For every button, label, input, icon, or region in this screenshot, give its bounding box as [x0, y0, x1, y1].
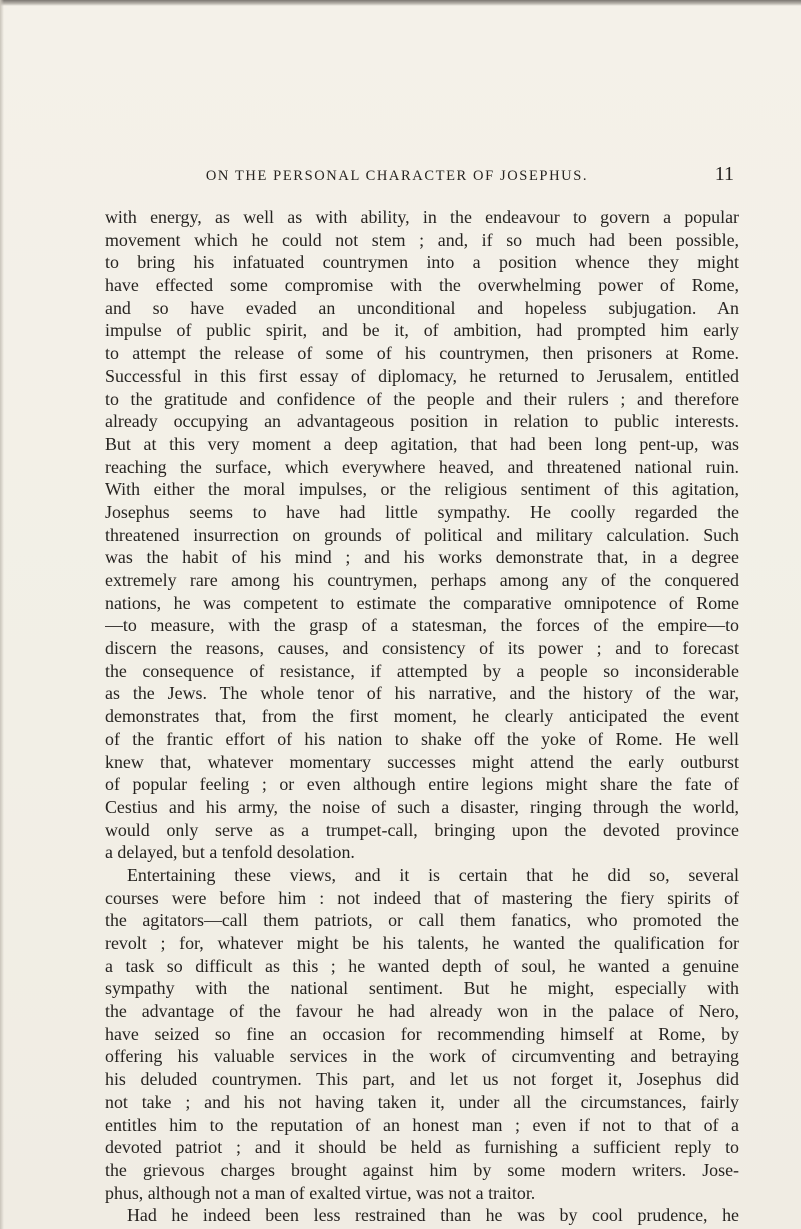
text-line: devoted patriot ; and it should be held as furnishing a sufficient reply to — [105, 1137, 739, 1158]
text-line: With either the moral impulses, or the religious sentiment of this agitation, — [105, 479, 739, 500]
text-line: the advantage of the favour he had already won in the palace of Nero, — [105, 1001, 739, 1022]
text-line: have seized so fine an occasion for recommending himself at Rome, by — [105, 1023, 739, 1044]
text-line: a task so difficult as this ; he wanted depth of soul, he wanted a genuine — [105, 955, 739, 976]
text-line: was the habit of his mind ; and his works demonstrate that, in a degree — [105, 547, 739, 568]
paragraph-start-line: Had he indeed been less restrained than he was by cool prudence, he — [127, 1205, 739, 1226]
running-title: ON THE PERSONAL CHARACTER OF JOSEPHUS. — [205, 168, 589, 184]
text-line: offering his valuable services in the work of circumventing and betraying — [105, 1046, 739, 1067]
text-line: movement which he could not stem ; and, if so much had been possible, — [105, 229, 739, 250]
text-line: knew that, whatever momentary successes might attend the early outburst — [105, 751, 739, 772]
text-line: the grievous charges brought against him by some modern writers. Jose- — [105, 1159, 739, 1180]
text-line: sympathy with the national sentiment. But he might, especially with — [105, 978, 739, 999]
text-line: to the gratitude and confidence of the people and their rulers ; and therefore — [105, 388, 739, 409]
text-line: of popular feeling ; or even although entire legions might share the fate of — [105, 774, 739, 795]
text-line: not take ; and his not having taken it, under all the circumstances, fairly — [105, 1091, 739, 1112]
text-line: revolt ; for, whatever might be his talents, he wanted the qualification for — [105, 933, 739, 953]
text-line: But at this very moment a deep agitation, that had been long pent-up, was — [105, 433, 739, 454]
text-line: impulse of public spirit, and be it, of ambition, had prompted him early — [105, 320, 739, 341]
text-line: have effected some compromise with the overwhelming power of Rome, — [105, 275, 739, 296]
text-line: entitles him to the reputation of an honest man ; even if not to that of a — [105, 1114, 739, 1135]
page-top-edge — [0, 0, 801, 6]
page-left-edge — [0, 0, 4, 1229]
text-line: Cestius and his army, the noise of such a disaster, ringing through the world, — [105, 796, 739, 817]
text-line: to attempt the release of some of his countrymen, then prisoners at Rome. — [105, 343, 739, 364]
paragraph-end-line: phus, although not a man of exalted virtue, was not a traitor. — [105, 1182, 536, 1203]
text-line: his deluded countrymen. This part, and let us not forget it, Josephus did — [105, 1069, 739, 1090]
text-line: with energy, as well as with ability, in the endeavour to govern a popular — [105, 207, 739, 227]
text-line: reaching the surface, which everywhere heaved, and threatened national ruin. — [105, 456, 739, 477]
paragraph-end-line: a delayed, but a tenfold desolation. — [105, 842, 355, 863]
text-line: the agitators—call them patriots, or call them fanatics, who promoted the — [105, 910, 739, 931]
text-line: Josephus seems to have had little sympathy. He coolly regarded the — [105, 501, 739, 522]
text-line: demonstrates that, from the first moment, he clearly anticipated the event — [105, 706, 739, 727]
text-line: the consequence of resistance, if attempted by a people so inconsiderable — [105, 660, 739, 681]
text-line: and so have evaded an unconditional and hopeless subjugation. An — [105, 297, 739, 318]
text-line: nations, he was competent to estimate the comparative omnipotence of Rome — [105, 592, 739, 613]
text-line: to bring his infatuated countrymen into a position whence they might — [105, 252, 739, 273]
page-number: 11 — [714, 163, 734, 185]
text-line: Successful in this first essay of diplomacy, he returned to Jerusalem, entitled — [105, 365, 739, 386]
text-line: threatened insurrection on grounds of political and military calculation. Such — [105, 524, 739, 545]
text-line: already occupying an advantageous position in relation to public interests. — [105, 411, 739, 432]
body-text — [105, 206, 739, 1227]
text-line: —to measure, with the grasp of a statesman, the forces of the empire—to — [105, 615, 739, 636]
text-line: would only serve as a trumpet-call, bringing upon the devoted province — [105, 819, 739, 840]
paragraph-start-line: Entertaining these views, and it is certain that he did so, several — [127, 864, 739, 885]
text-line: of the frantic effort of his nation to shake off the yoke of Rome. He well — [105, 728, 739, 749]
running-header — [60, 164, 734, 188]
text-line: discern the reasons, causes, and consistency of its power ; and to forecast — [105, 638, 739, 659]
text-line: courses were before him : not indeed that of mastering the fiery spirits of — [105, 887, 739, 908]
text-line: as the Jews. The whole tenor of his narrative, and the history of the war, — [105, 683, 739, 704]
text-line: extremely rare among his countrymen, perhaps among any of the conquered — [105, 570, 739, 590]
